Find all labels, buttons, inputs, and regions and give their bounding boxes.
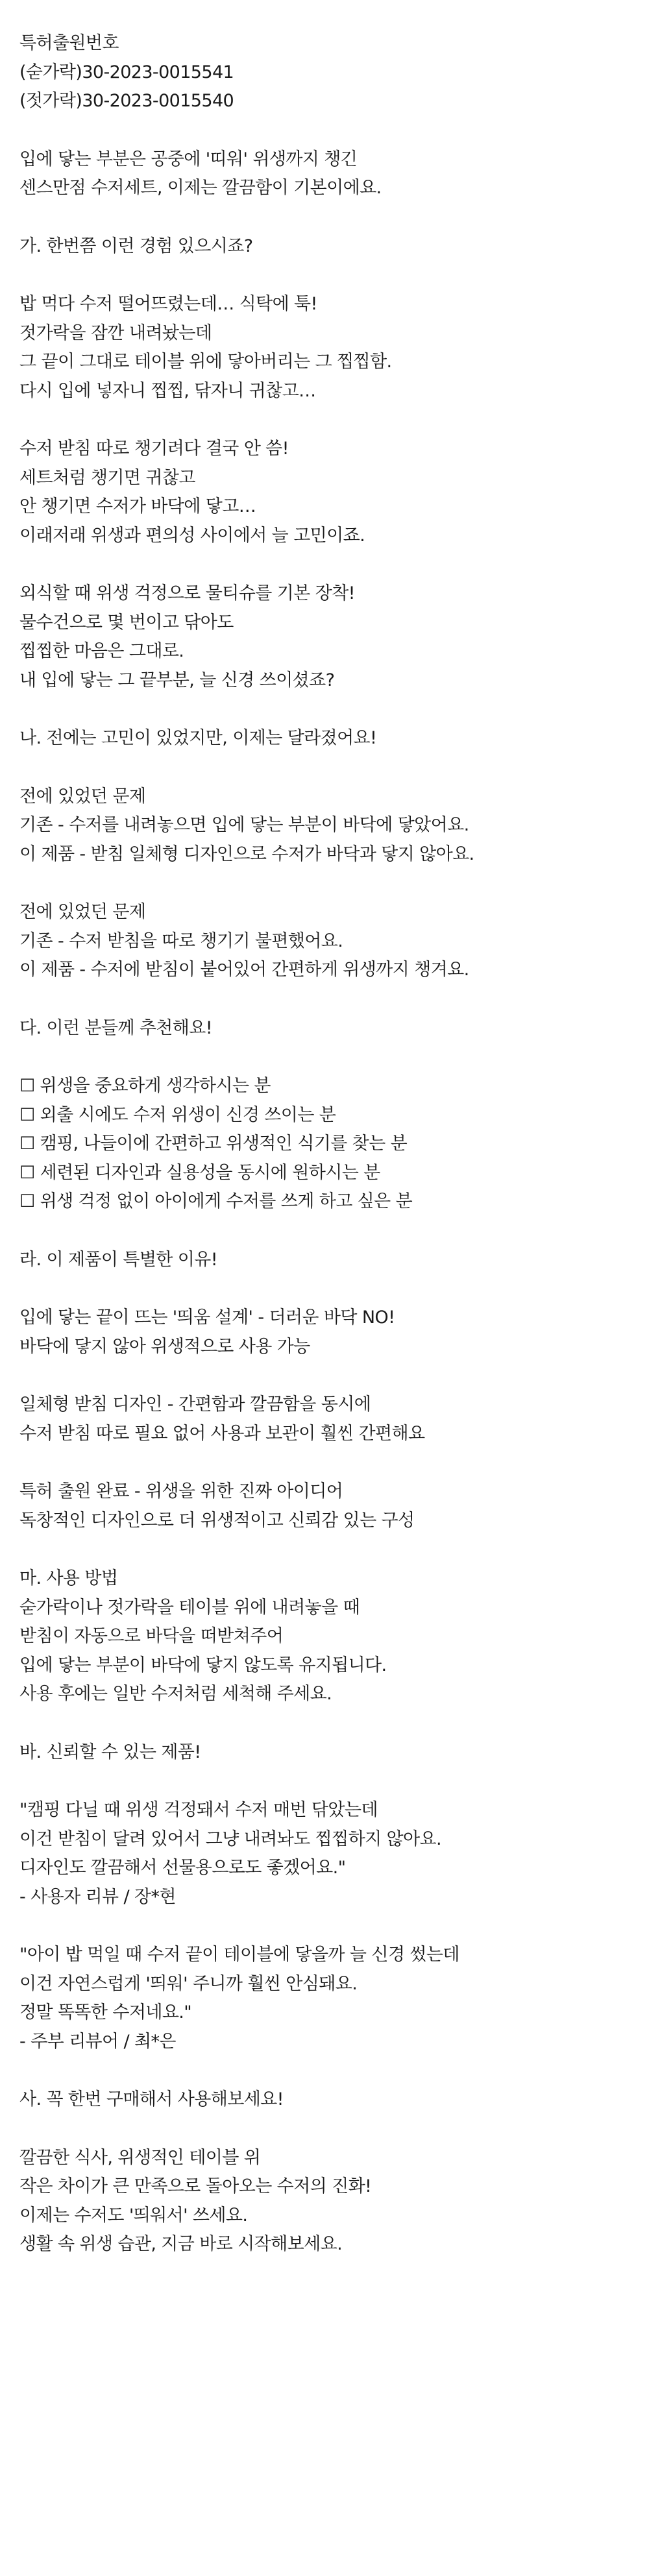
text-line: 밥 먹다 수저 떨어뜨렸는데… 식탁에 툭! [19,294,317,314]
text-line: ☐ 위생을 중요하게 생각하시는 분 [19,1076,271,1096]
paragraph [19,1391,630,1448]
text-line: 사용 후에는 일반 수저처럼 세척해 주세요. [19,1684,332,1704]
text-line: (젓가락)30-2023-0015540 [19,91,234,111]
paragraph [19,29,630,116]
text-line: 입에 닿는 부분은 공중에 '띠워' 위생까지 챙긴 [19,149,358,169]
text-line: 특허출원번호 [19,33,119,53]
text-line: 물수건으로 몇 번이고 닦아도 [19,612,234,633]
text-line: 세트처럼 챙기면 귀찮고 [19,467,195,488]
text-line: - 사용자 리뷰 / 장*현 [19,1886,176,1907]
text-line: ☐ 위생 걱정 없이 아이에게 수저를 쓰게 하고 싶은 분 [19,1191,413,1211]
text-line: "캠핑 다닐 때 위생 걱정돼서 수저 매번 닦았는데 [19,1800,378,1820]
text-line: 이건 자연스럽게 '띄워' 주니까 훨씬 안심돼요. [19,1973,358,1994]
text-line: "아이 밥 먹일 때 수저 끝이 테이블에 닿을까 늘 신경 썼는데 [19,1945,459,1965]
paragraph [19,1304,630,1361]
text-line: 입에 닿는 부분이 바닥에 닿지 않도록 유지됩니다. [19,1655,387,1675]
paragraph [19,145,630,203]
text-line: 사. 꼭 한번 구매해서 사용해보세요! [19,2089,284,2109]
paragraph [19,724,630,753]
text-line: 라. 이 제품이 특별한 이유! [19,1249,217,1270]
paragraph [19,1941,630,2056]
text-line: ☐ 캠핑, 나들이에 간편하고 위생적인 식기를 찾는 분 [19,1134,408,1154]
text-line: 기존 - 수저를 내려놓으면 입에 닿는 부분이 바닥에 닿았어요. [19,815,469,835]
text-line: 받침이 자동으로 바닥을 떠받쳐주어 [19,1626,284,1646]
text-line: 디자인도 깔끔해서 선물용으로도 좋겠어요." [19,1858,346,1878]
text-line: 정말 똑똑한 수저네요." [19,2002,192,2023]
text-line: 이제는 수저도 '띄워서' 쓰세요. [19,2205,248,2226]
text-line: 이래저래 위생과 편의성 사이에서 늘 고민이죠. [19,525,365,546]
text-line: 독창적인 디자인으로 더 위생적이고 신뢰감 있는 구성 [19,1510,415,1531]
paragraph [19,1477,630,1535]
paragraph [19,783,630,869]
text-line: 다. 이런 분들께 추천해요! [19,1017,212,1038]
paragraph [19,1796,630,1912]
paragraph [19,2144,630,2259]
text-line: 그 끝이 그대로 테이블 위에 닿아버리는 그 찝찝함. [19,352,392,372]
text-line: 바. 신뢰할 수 있는 제품! [19,1742,201,1762]
text-line: (숟가락)30-2023-0015541 [19,62,234,82]
text-line: 특허 출원 완료 - 위생을 위한 진짜 아이디어 [19,1481,343,1501]
paragraph [19,2085,630,2115]
text-line: 전에 있었던 문제 [19,786,146,807]
paragraph [19,232,630,261]
paragraph [19,579,630,695]
paragraph [19,1014,630,1043]
text-line: 전에 있었던 문제 [19,902,146,922]
document-body [0,29,649,2289]
text-line: 생활 속 위생 습관, 지금 바로 시작해보세요. [19,2234,343,2254]
text-line: 이 제품 - 받침 일체형 디자인으로 수저가 바닥과 닿지 않아요. [19,844,474,864]
text-line: 숟가락이나 젓가락을 테이블 위에 내려놓을 때 [19,1597,360,1618]
text-line: 마. 사용 방법 [19,1568,118,1588]
paragraph [19,1738,630,1768]
text-line: 다시 입에 넣자니 찝찝, 닦자니 귀찮고… [19,380,316,401]
text-line: 이 제품 - 수저에 받침이 붙어있어 간편하게 위생까지 챙겨요. [19,960,469,980]
text-line: ☐ 외출 시에도 수저 위생이 신경 쓰이는 분 [19,1104,336,1125]
text-line: 센스만점 수저세트, 이제는 깔끔함이 기본이에요. [19,178,382,198]
text-line: 바닥에 닿지 않아 위생적으로 사용 가능 [19,1336,310,1357]
text-line: 작은 차이가 큰 만족으로 돌아오는 수저의 진화! [19,2176,372,2196]
paragraph [19,1246,630,1275]
text-line: 가. 한번쯤 이런 경험 있으시죠? [19,236,253,256]
text-line: 이건 받침이 달려 있어서 그냥 내려놔도 찝찝하지 않아요. [19,1829,441,1849]
text-line: 수저 받침 따로 필요 없어 사용과 보관이 훨씬 간편해요 [19,1423,425,1444]
paragraph [19,1072,630,1217]
text-line: 내 입에 닿는 그 끝부분, 늘 신경 쓰이셨죠? [19,670,335,690]
text-line: ☐ 세련된 디자인과 실용성을 동시에 원하시는 분 [19,1162,380,1183]
text-line: 일체형 받침 디자인 - 간편함과 깔끔함을 동시에 [19,1394,371,1415]
text-line: 깔끔한 식사, 위생적인 테이블 위 [19,2147,261,2168]
text-line: 입에 닿는 끝이 뜨는 '띄움 설계' - 더러운 바닥 NO! [19,1307,395,1328]
text-line: - 주부 리뷰어 / 최*은 [19,2031,176,2052]
text-line: 외식할 때 위생 걱정으로 물티슈를 기본 장착! [19,583,355,603]
paragraph [19,898,630,985]
text-line: 나. 전에는 고민이 있었지만, 이제는 달라졌어요! [19,728,377,748]
text-line: 수저 받침 따로 챙기려다 결국 안 씀! [19,439,289,459]
paragraph [19,435,630,550]
text-line: 안 챙기면 수저가 바닥에 닿고… [19,496,256,516]
paragraph [19,290,630,406]
text-line: 찝찝한 마음은 그대로. [19,641,184,661]
text-line: 젓가락을 잠깐 내려놨는데 [19,322,212,343]
text-line: 기존 - 수저 받침을 따로 챙기기 불편했어요. [19,930,343,951]
paragraph [19,1564,630,1709]
